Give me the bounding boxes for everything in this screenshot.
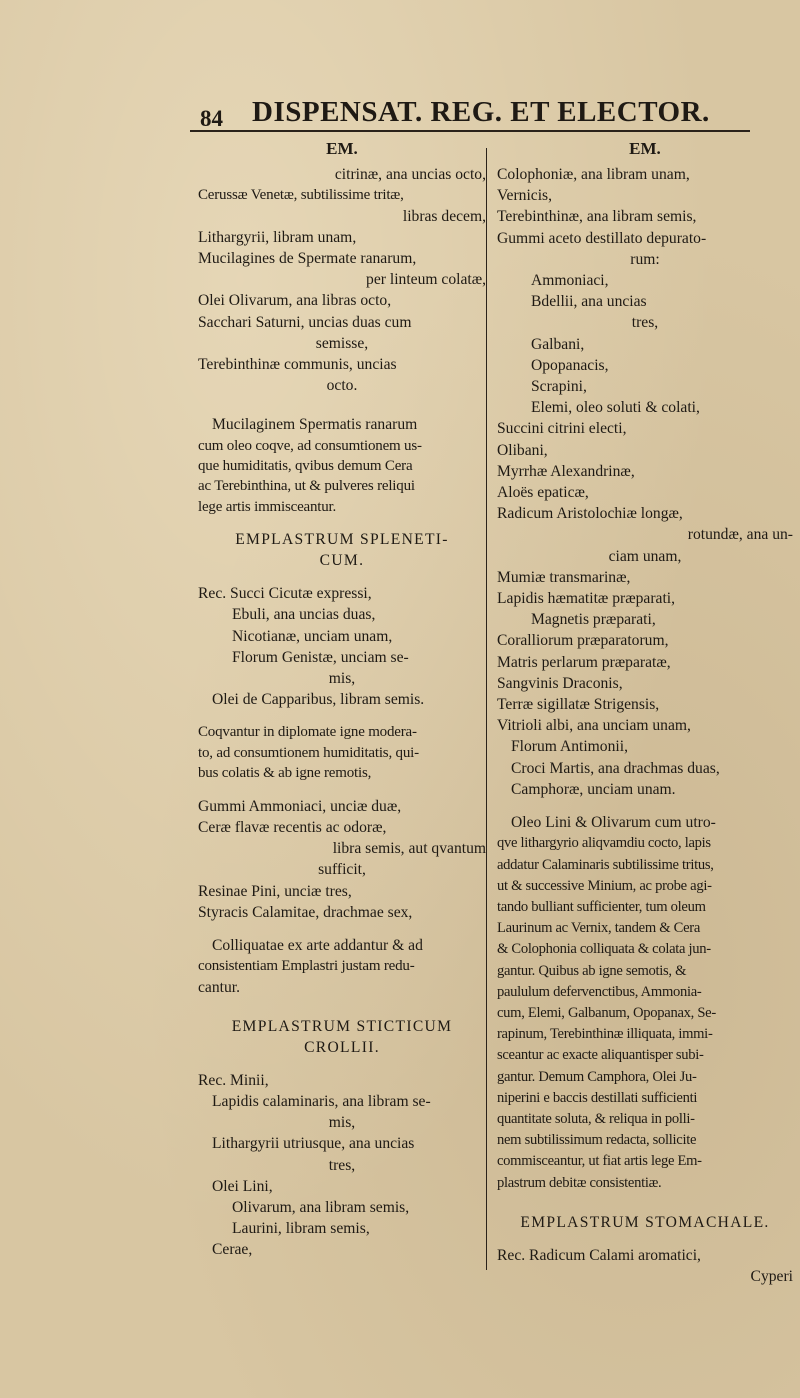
text-line: Succini citrini electi, — [497, 420, 627, 438]
paragraph-gap — [497, 800, 793, 812]
text-line: Laurinum ac Vernix, tandem & Cera — [497, 920, 700, 937]
text-line: ac Terebinthina, ut & pulveres reliqui — [198, 478, 415, 495]
text-line: cantur. — [198, 978, 240, 996]
text-line: gantur. Quibus ab igne semotis, & — [497, 962, 687, 979]
text-line: Camphoræ, unciam unam. — [511, 780, 676, 798]
text-line: Galbani, — [531, 335, 585, 353]
left-column-heading: EM. — [326, 139, 358, 158]
text-line: Vitrioli albi, ana unciam unam, — [497, 717, 691, 735]
text-line: Olei de Capparibus, libram semis. — [212, 691, 425, 709]
text-line: semisse, — [315, 334, 369, 352]
text-line: niperini e baccis destillati sufficienti — [497, 1089, 698, 1106]
section-title: EMPLASTRUM SPLENETI- — [235, 531, 449, 549]
section-title: EMPLASTRUM STOMACHALE. — [520, 1213, 770, 1231]
text-line: Colliquatae ex arte addantur & ad — [212, 936, 423, 954]
right-column — [497, 138, 793, 1287]
text-line: Cerae, — [212, 1241, 253, 1259]
text-line: gantur. Demum Camphora, Olei Ju- — [497, 1068, 697, 1085]
text-line: Lithargyrii, libram unam, — [198, 228, 357, 246]
text-line: Lithargyrii utriusque, ana uncias — [212, 1135, 415, 1153]
right-column-heading: EM. — [629, 139, 661, 158]
text-line: commisceantur, ut fiat artis lege Em- — [497, 1153, 702, 1170]
text-line: tando bulliant sufficienter, tum oleum — [497, 898, 706, 915]
section-title: CUM. — [319, 552, 365, 570]
text-line: Mucilagines de Spermate ranarum, — [198, 250, 417, 268]
paragraph-gap — [497, 1194, 793, 1212]
text-line: rotundæ, ana un- — [687, 526, 793, 544]
text-line: Croci Martis, ana drachmas duas, — [511, 759, 720, 777]
text-line: que humiditatis, qvibus demum Cera — [198, 458, 413, 475]
left-column-text — [198, 164, 486, 1261]
text-line: tres, — [631, 314, 659, 332]
header-rule — [190, 130, 750, 132]
column-divider — [486, 148, 487, 1270]
text-line: rapinum, Terebinthinæ illiquata, immi- — [497, 1026, 713, 1043]
paragraph-gap — [198, 571, 486, 583]
text-line: cum oleo coqve, ad consumtionem us- — [198, 437, 422, 454]
text-line: Matris perlarum præparatæ, — [497, 653, 671, 671]
left-column — [198, 138, 486, 1261]
text-line: Sacchari Saturni, uncias duas cum — [198, 313, 412, 331]
text-line: qve lithargyrio aliqvamdiu cocto, lapis — [497, 835, 711, 852]
text-line: Rec. Succi Cicutæ expressi, — [198, 585, 372, 603]
text-line: ciam unam, — [608, 547, 682, 565]
text-line: citrinæ, ana uncias octo, — [334, 166, 486, 183]
text-line: Lapidis calaminaris, ana libram se- — [212, 1092, 431, 1110]
text-line: Radicum Aristolochiæ longæ, — [497, 505, 683, 523]
text-line: Terebinthinæ communis, uncias — [198, 356, 397, 374]
paragraph-gap — [198, 517, 486, 529]
text-line: lege artis immisceantur. — [198, 498, 337, 515]
text-line: Rec. Minii, — [198, 1071, 269, 1089]
text-line: Vernicis, — [497, 187, 552, 205]
text-line: rum: — [630, 250, 660, 268]
text-line: Bdellii, ana uncias — [531, 293, 647, 311]
text-line: per linteum colatæ, — [366, 271, 486, 289]
text-line: Aloës epaticæ, — [497, 484, 589, 502]
text-line: nem subtilissimum redacta, sollicite — [497, 1132, 697, 1149]
text-line: Elemi, oleo soluti & colati, — [531, 399, 700, 417]
text-line: Olei Lini, — [212, 1177, 273, 1195]
text-line: Ammoniaci, — [531, 272, 609, 290]
paragraph-gap — [497, 1233, 793, 1245]
text-line: Gummi Ammoniaci, unciæ duæ, — [198, 797, 402, 815]
text-line: plastrum debitæ consistentiæ. — [497, 1174, 662, 1191]
text-line: sceantur ac exacte aliquantisper subi- — [497, 1047, 704, 1064]
text-line: sufficit, — [318, 861, 366, 879]
text-line: Florum Antimonii, — [511, 738, 628, 756]
text-line: Opopanacis, — [531, 356, 609, 374]
text-line: Olibani, — [497, 441, 548, 459]
text-line: Terebinthinæ, ana libram semis, — [497, 208, 697, 226]
text-line: cum, Elemi, Galbanum, Opopanax, Se- — [497, 1004, 716, 1021]
text-line: & Colophonia colliquata & colata jun- — [497, 941, 711, 958]
text-line: mis, — [328, 670, 356, 688]
paragraph-gap — [198, 998, 486, 1016]
section-title: EMPLASTRUM STICTICUM — [231, 1017, 453, 1035]
right-column-text — [497, 164, 793, 1287]
text-line: Myrrhæ Alexandrinæ, — [497, 462, 635, 480]
text-line: ut & successive Minium, ac probe agi- — [497, 877, 712, 894]
text-line: Olei Olivarum, ana libras octo, — [198, 292, 392, 310]
text-line: libra semis, aut qvantum — [332, 840, 486, 858]
paragraph-gap — [198, 923, 486, 935]
text-line: Cerussæ Venetæ, subtilissime tritæ, — [198, 187, 404, 204]
text-line: Lapidis hæmatitæ præparati, — [497, 590, 676, 608]
text-line: Cyperi — [750, 1267, 793, 1285]
text-line: Ceræ flavæ recentis ac odoræ, — [198, 818, 387, 836]
text-line: consistentiam Emplastri justam redu- — [198, 958, 415, 975]
text-line: Nicotianæ, unciam unam, — [232, 627, 393, 645]
text-line: addatur Calaminaris subtilissime tritus, — [497, 856, 714, 873]
running-head: DISPENSAT. REG. ET ELECTOR. — [252, 96, 710, 128]
text-line: libras decem, — [402, 207, 486, 225]
text-line: tres, — [328, 1156, 356, 1174]
text-line: Colophoniæ, ana libram unam, — [497, 166, 690, 183]
paragraph-gap — [198, 784, 486, 796]
section-title: CROLLII. — [304, 1038, 380, 1056]
page-header — [200, 96, 760, 132]
text-line: to, ad consumtionem humiditatis, qui- — [198, 744, 419, 761]
text-line: paululum defervenctibus, Ammonia- — [497, 983, 702, 1000]
text-line: Oleo Lini & Olivarum cum utro- — [511, 814, 716, 832]
page-number: 84 — [200, 106, 223, 131]
paragraph-gap — [198, 1058, 486, 1070]
paragraph-gap — [198, 710, 486, 722]
text-line: Rec. Radicum Calami aromatici, — [497, 1246, 701, 1264]
text-line: Florum Genistæ, unciam se- — [232, 648, 409, 666]
text-line: Styracis Calamitae, drachmae sex, — [198, 903, 413, 921]
text-line: bus colatis & ab igne remotis, — [198, 765, 372, 782]
text-line: octo. — [326, 377, 358, 395]
paragraph-gap — [198, 396, 486, 414]
text-line: Coqvantur in diplomate igne modera- — [198, 724, 417, 741]
text-line: quantitate soluta, & reliqua in polli- — [497, 1110, 695, 1127]
text-line: Mucilaginem Spermatis ranarum — [212, 416, 418, 434]
text-line: Scrapini, — [531, 378, 587, 396]
text-line: Gummi aceto destillato depurato- — [497, 229, 707, 247]
text-line: Sangvinis Draconis, — [497, 674, 623, 692]
text-line: Resinae Pini, unciæ tres, — [198, 882, 352, 900]
text-line: Terræ sigillatæ Strigensis, — [497, 696, 660, 714]
text-line: Laurini, libram semis, — [232, 1220, 370, 1238]
text-line: Coralliorum præparatorum, — [497, 632, 669, 650]
text-line: Magnetis præparati, — [531, 611, 656, 629]
text-line: Mumiæ transmarinæ, — [497, 568, 631, 586]
text-line: mis, — [328, 1114, 356, 1132]
text-line: Olivarum, ana libram semis, — [232, 1198, 410, 1216]
text-line: Ebuli, ana uncias duas, — [232, 606, 376, 624]
